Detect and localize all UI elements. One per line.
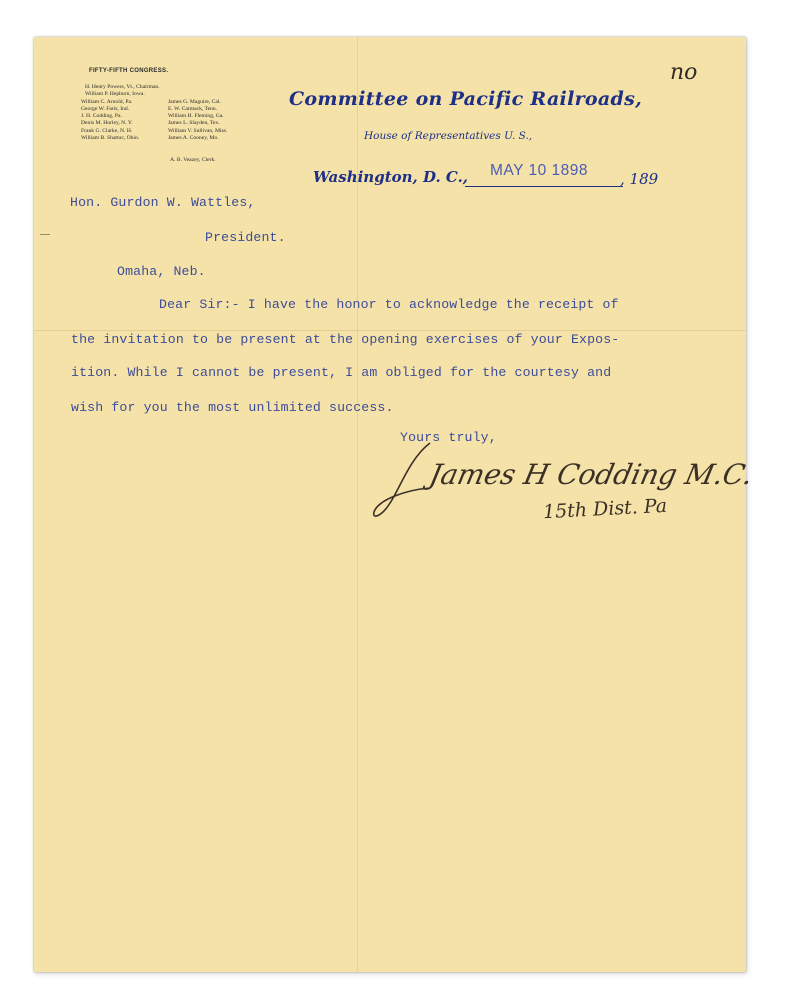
member-left: George W. Faris, Ind. xyxy=(81,105,130,112)
member-right: William H. Fleming, Ga. xyxy=(168,113,224,120)
signature-district: 15th Dist. Pa xyxy=(542,494,668,524)
members-row xyxy=(81,106,256,113)
body-line: Dear Sir:- I have the honor to acknowledge the receipt of xyxy=(159,297,619,312)
printed-year: , 189 xyxy=(620,170,659,188)
house-subtitle: House of Representatives U. S., xyxy=(364,130,533,142)
congress-heading: FIFTY-FIFTH CONGRESS. xyxy=(89,68,169,74)
date-underline xyxy=(465,186,623,187)
member-right: William V. Sullivan, Miss. xyxy=(168,127,228,134)
members-row xyxy=(81,128,256,135)
margin-mark xyxy=(40,234,50,235)
addressee-line: Hon. Gurdon W. Wattles, xyxy=(70,195,256,210)
members-row xyxy=(81,135,256,142)
fold-line-horizontal xyxy=(34,330,746,331)
member-right: James G. Maguire, Cal. xyxy=(168,98,221,105)
members-row xyxy=(81,120,256,127)
committee-title: Committee on Pacific Railroads, xyxy=(289,88,642,110)
members-row xyxy=(81,113,256,120)
member-left: William B. Shattuc, Ohio. xyxy=(81,135,140,142)
member-left: J. H. Codding, Pa. xyxy=(81,113,122,120)
signature-name: James H Codding M.C. xyxy=(426,458,756,491)
member-hepburn: William P. Hepburn, Iowa. xyxy=(85,91,145,98)
member-right: E. W. Carmack, Tenn. xyxy=(168,105,218,112)
member-chairman: H. Henry Powers, Vt., Chairman. xyxy=(85,84,160,90)
body-line: the invitation to be present at the opening exercises of your Expos- xyxy=(71,332,620,347)
member-left: William C. Arnold, Pa. xyxy=(81,98,133,105)
closing: Yours truly, xyxy=(400,430,497,445)
clerk-name: A. B. Veazey, Clerk. xyxy=(170,157,216,163)
member-right: James L. Slayden, Tex. xyxy=(168,120,220,127)
body-line: ition. While I cannot be present, I am obliged for the courtesy and xyxy=(71,365,612,380)
member-left: Denis M. Hurley, N. Y. xyxy=(81,120,133,127)
body-line: wish for you the most unlimited success. xyxy=(71,400,394,415)
member-right: James A. Cooney, Mo. xyxy=(168,135,219,142)
committee-members xyxy=(81,84,256,142)
member-left: Frank G. Clarke, N. H. xyxy=(81,127,133,134)
date-stamp: MAY 10 1898 xyxy=(490,162,588,179)
margin-note: no xyxy=(670,60,698,85)
members-row xyxy=(81,99,256,106)
place-line: Washington, D. C., xyxy=(313,168,469,186)
addressee-title: President. xyxy=(205,230,286,245)
addressee-location: Omaha, Neb. xyxy=(117,264,206,279)
